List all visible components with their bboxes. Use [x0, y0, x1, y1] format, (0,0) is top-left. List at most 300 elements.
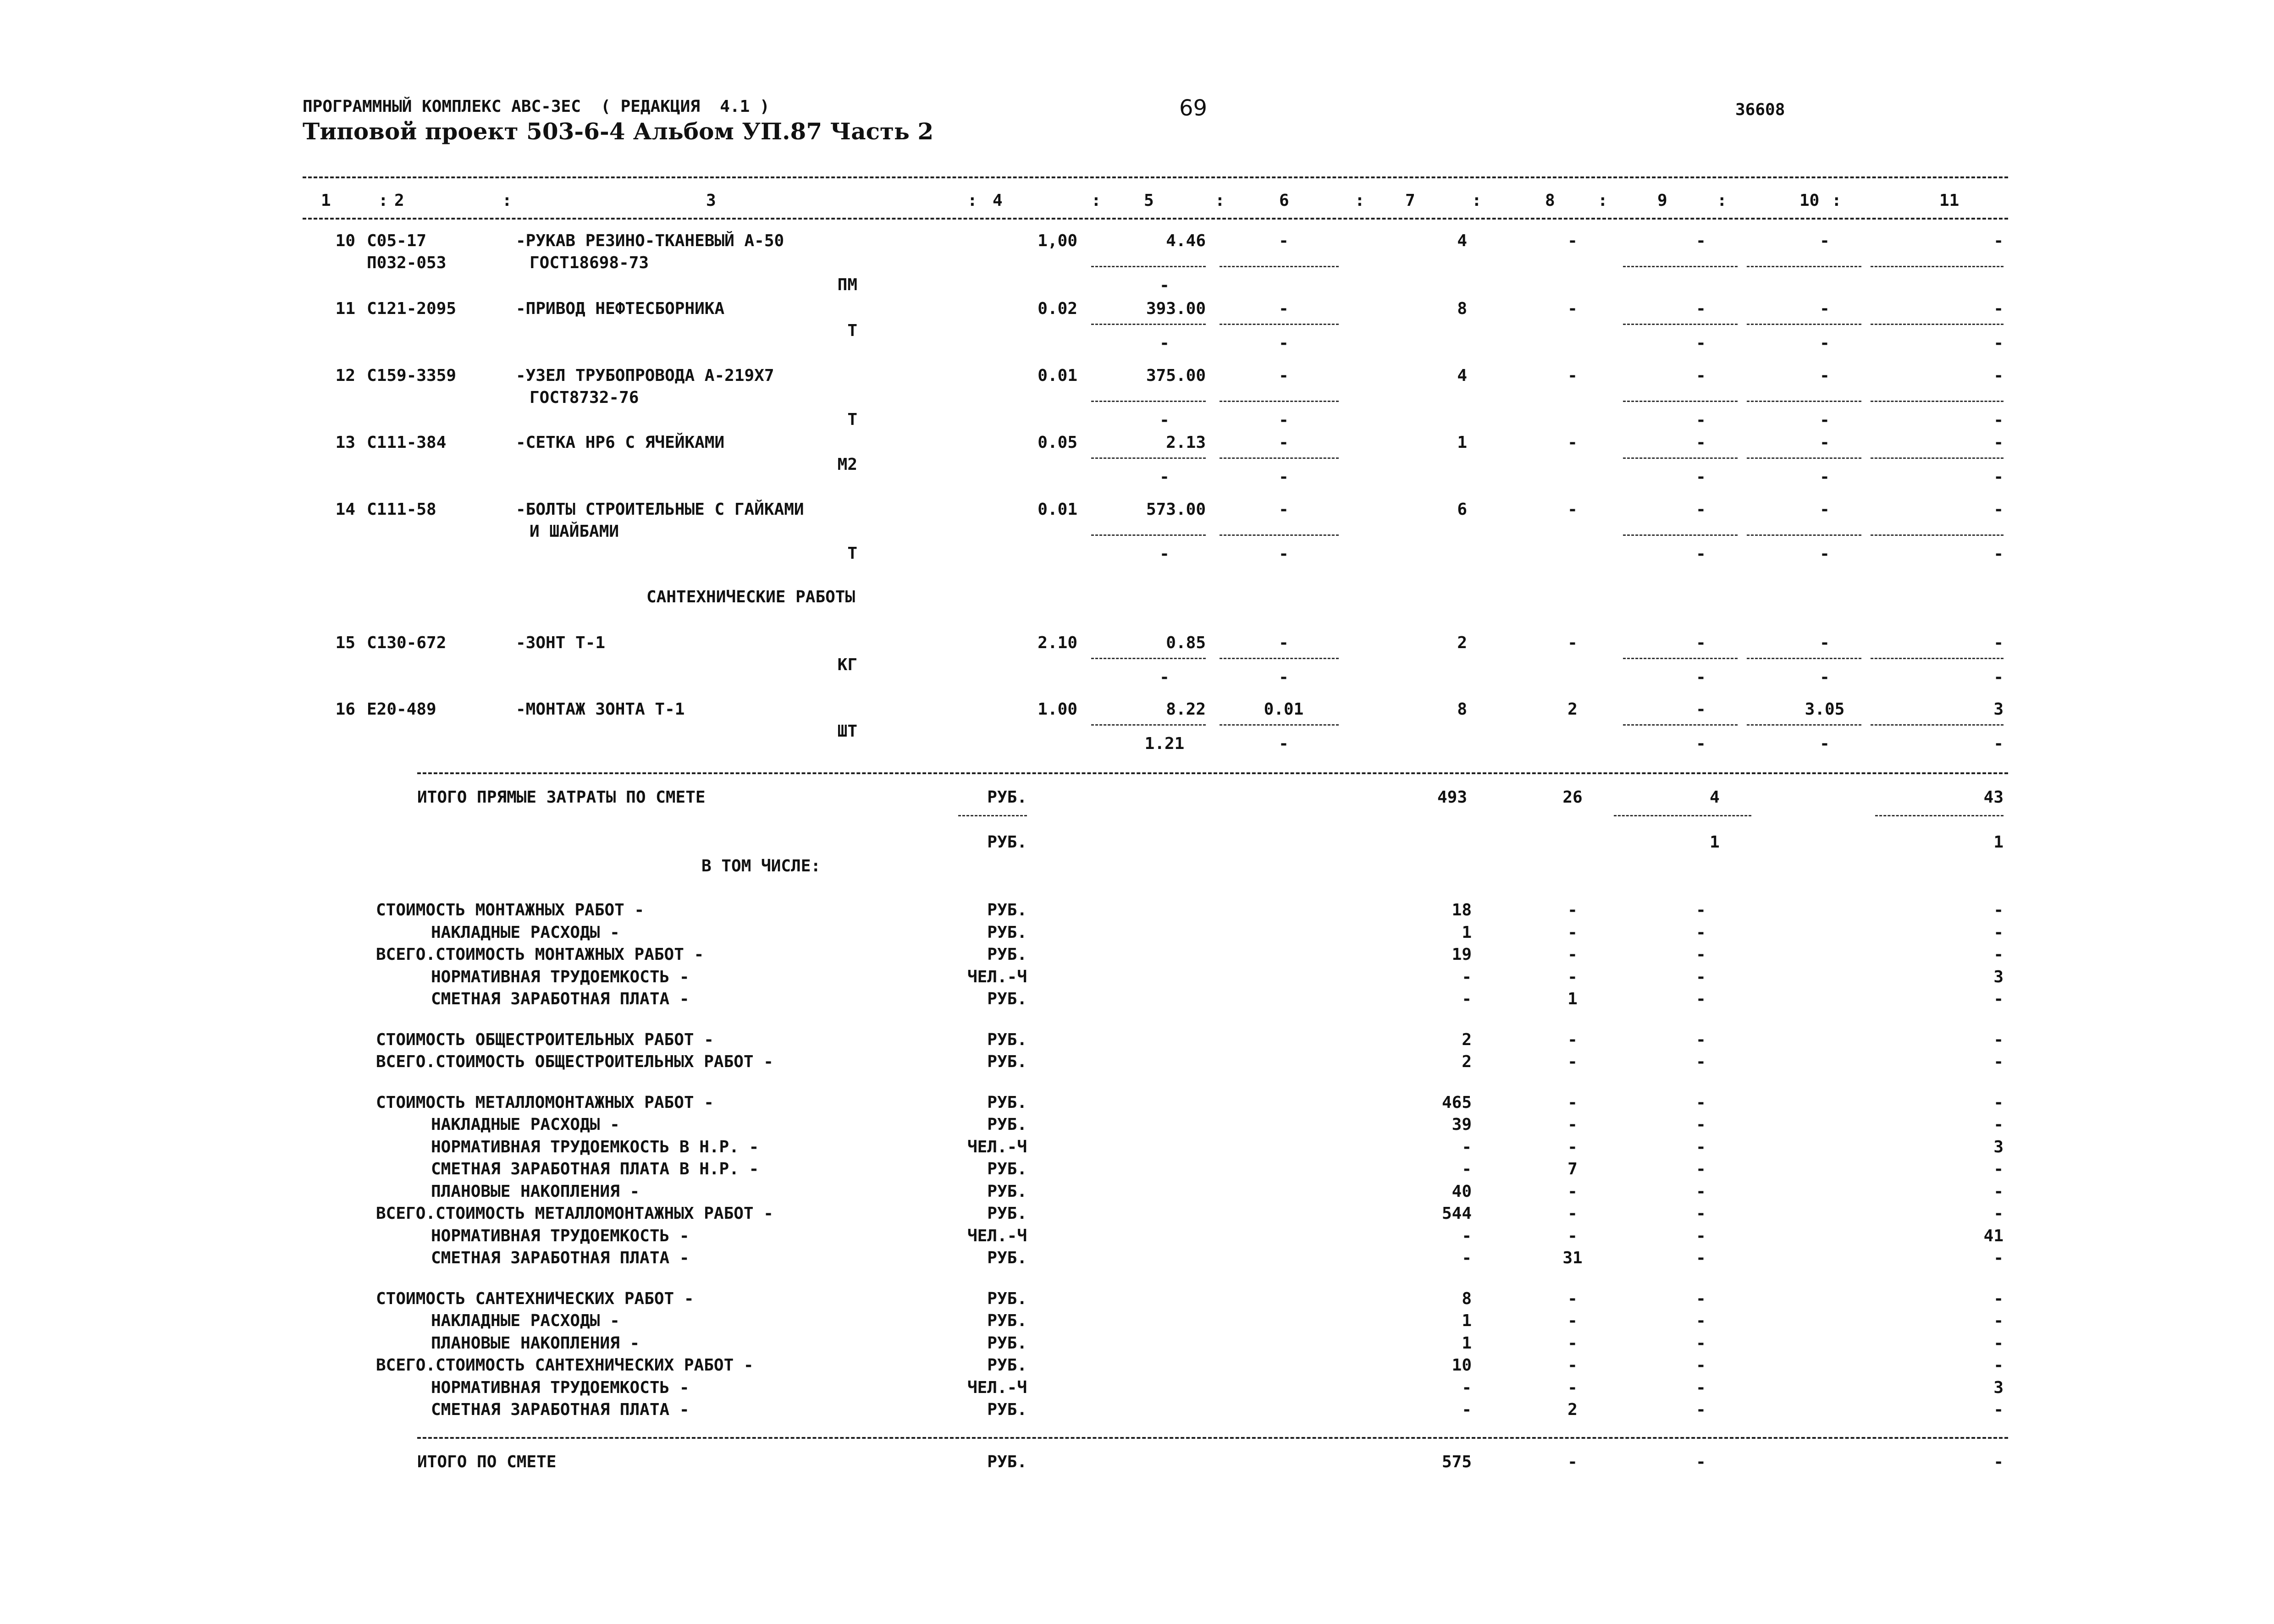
price-rule [1091, 457, 1206, 459]
item-col6: - [1279, 231, 1289, 250]
item-quantity: 0.01 [1038, 366, 1077, 385]
summary-unit: РУБ. [987, 1249, 1027, 1267]
summary-unit: РУБ. [987, 1400, 1027, 1419]
item-sub-col6: - [1279, 411, 1289, 429]
summary-col9: - [1696, 1378, 1706, 1397]
summary-unit: РУБ. [987, 1052, 1027, 1071]
column-separator: : [1717, 191, 1727, 210]
item-number: 15 [335, 633, 355, 652]
summary-col8: - [1568, 945, 1578, 964]
item-sub-price: 1.21 [1144, 734, 1185, 753]
summary-col11: - [1993, 1160, 2004, 1178]
summary-col11: - [1993, 1182, 2004, 1201]
summary-col11: - [1993, 1289, 2004, 1308]
item-sub-col10: - [1820, 411, 1830, 429]
item-col6: 0.01 [1264, 700, 1304, 719]
column-header-2: 2 [394, 191, 404, 210]
item-code: С111-58 [367, 500, 436, 519]
summary-col9: - [1696, 945, 1706, 964]
item-sub-col10: - [1820, 468, 1830, 486]
item-name: -БОЛТЫ СТРОИТЕЛЬНЫЕ С ГАЙКАМИ [516, 500, 804, 519]
summary-col11: - [1993, 923, 2004, 942]
summary-unit: ЧЕЛ.-Ч [967, 1226, 1027, 1245]
item-price: 573.00 [1146, 500, 1206, 519]
item-code: С121-2095 [367, 299, 457, 318]
item-sub-col11: - [1993, 734, 2004, 753]
summary-unit: РУБ. [987, 1311, 1027, 1330]
price-rule [1091, 324, 1206, 325]
item-col8: 2 [1568, 700, 1578, 719]
column-separator: : [1355, 191, 1365, 210]
summary-col8: - [1568, 1333, 1578, 1353]
item-price: 2.13 [1166, 433, 1206, 452]
column-header-9: 9 [1657, 191, 1667, 210]
col6-rule [1220, 724, 1339, 726]
item-col10: - [1820, 633, 1830, 652]
col10-rule [1747, 457, 1861, 459]
summary-unit: РУБ. [987, 945, 1027, 964]
summary-col8: - [1568, 923, 1578, 942]
item-sub-col9: - [1696, 468, 1706, 486]
item-sub-col9: - [1696, 545, 1706, 563]
summary-col9: - [1696, 1226, 1706, 1245]
price-rule [1091, 266, 1206, 267]
col10-rule [1747, 324, 1861, 325]
header-rule-top [303, 176, 2008, 178]
item-col7: 8 [1457, 299, 1467, 318]
summary-col7: 18 [1452, 901, 1472, 919]
summary-unit: РУБ. [987, 1093, 1027, 1112]
price-rule [1091, 534, 1206, 536]
summary-label: НАКЛАДНЫЕ РАСХОДЫ - [431, 1115, 620, 1134]
summary-col11: - [1993, 1400, 2004, 1419]
item-col11: - [1993, 500, 2004, 519]
summary-label: СТОИМОСТЬ ОБЩЕСТРОИТЕЛЬНЫХ РАБОТ - [376, 1030, 714, 1049]
summary-label: ПЛАНОВЫЕ НАКОПЛЕНИЯ - [431, 1333, 640, 1353]
col11-rule [1871, 724, 2004, 726]
col9-rule [1623, 401, 1738, 402]
summary-label: СМЕТНАЯ ЗАРАБОТНАЯ ПЛАТА В Н.Р. - [431, 1160, 759, 1178]
totals-col9: 4 [1710, 788, 1720, 807]
item-unit: КГ [837, 655, 857, 674]
item-quantity: 1.00 [1038, 700, 1077, 719]
item-unit: М2 [837, 455, 857, 474]
item-unit: Т [847, 410, 857, 429]
summary-label: НОРМАТИВНАЯ ТРУДОЕМКОСТЬ В Н.Р. - [431, 1137, 759, 1156]
summary-col7: 39 [1452, 1115, 1472, 1134]
summary-col8: - [1568, 1356, 1578, 1375]
item-quantity: 0.05 [1038, 433, 1077, 452]
item-name-line2: ГОСТ8732-76 [530, 388, 639, 407]
summary-label: НОРМАТИВНАЯ ТРУДОЕМКОСТЬ - [431, 1226, 690, 1245]
column-header-6: 6 [1279, 191, 1289, 210]
item-name-line2: И ШАЙБАМИ [530, 522, 619, 541]
item-code-secondary: П032-053 [367, 253, 447, 272]
final-total-label: ИТОГО ПО СМЕТЕ [417, 1453, 557, 1471]
summary-col9: - [1696, 1182, 1706, 1201]
item-col11: - [1993, 633, 2004, 652]
column-separator: : [1215, 191, 1225, 210]
item-sub-col6: - [1279, 468, 1289, 486]
summary-unit: РУБ. [987, 923, 1027, 942]
item-number: 12 [335, 366, 355, 385]
summary-col9: - [1696, 1356, 1706, 1375]
item-col6: - [1279, 366, 1289, 385]
summary-col11: 3 [1993, 1137, 2004, 1156]
item-quantity: 0.02 [1038, 299, 1077, 318]
summary-label: ВСЕГО.СТОИМОСТЬ САНТЕХНИЧЕСКИХ РАБОТ - [376, 1356, 754, 1375]
summary-col8: - [1568, 1378, 1578, 1397]
item-code: С159-3359 [367, 366, 457, 385]
summary-col8: 7 [1568, 1160, 1578, 1178]
item-col6: - [1279, 500, 1289, 519]
item-col8: - [1568, 231, 1578, 250]
item-col9: - [1696, 500, 1706, 519]
col9-rule [1623, 457, 1738, 459]
col11-rule [1871, 457, 2004, 459]
totals-unit-rule [958, 815, 1027, 816]
column-header-8: 8 [1545, 191, 1555, 210]
column-header-1: 1 [321, 191, 331, 210]
item-col9: - [1696, 700, 1706, 719]
summary-col8: - [1568, 1226, 1578, 1245]
item-sub-col6: - [1279, 734, 1289, 753]
item-name: -ЗОНТ Т-1 [516, 633, 606, 652]
item-sub-col9: - [1696, 334, 1706, 352]
summary-col11: - [1993, 1249, 2004, 1267]
summary-col11: 41 [1983, 1226, 2004, 1245]
totals-rule [417, 772, 2008, 774]
summary-col7: - [1462, 1226, 1472, 1245]
item-col9: - [1696, 433, 1706, 452]
col11-rule [1871, 266, 2004, 267]
item-name-line2: ГОСТ18698-73 [530, 253, 649, 272]
summary-col7: 40 [1452, 1182, 1472, 1201]
summary-unit: РУБ. [987, 1289, 1027, 1308]
item-col11: 3 [1993, 700, 2004, 719]
item-sub-price: - [1159, 411, 1170, 429]
column-separator: : [502, 191, 512, 210]
item-col7: 2 [1457, 633, 1467, 652]
summary-col8: - [1568, 1311, 1578, 1330]
summary-label: СТОИМОСТЬ САНТЕХНИЧЕСКИХ РАБОТ - [376, 1289, 694, 1308]
col6-rule [1220, 401, 1339, 402]
summary-col8: - [1568, 1289, 1578, 1308]
summary-col7: 1 [1462, 923, 1472, 942]
summary-unit: ЧЕЛ.-Ч [967, 1137, 1027, 1156]
item-col8: - [1568, 366, 1578, 385]
item-sub-col10: - [1820, 545, 1830, 563]
summary-label: ВСЕГО.СТОИМОСТЬ МОНТАЖНЫХ РАБОТ - [376, 945, 704, 964]
summary-label: СТОИМОСТЬ МОНТАЖНЫХ РАБОТ - [376, 901, 645, 919]
summary-col7: 465 [1441, 1093, 1472, 1112]
totals-unit: РУБ. [987, 788, 1027, 807]
item-sub-col6: - [1279, 668, 1289, 687]
item-name: -СЕТКА НР6 С ЯЧЕЙКАМИ [516, 433, 725, 452]
summary-col7: - [1462, 1137, 1472, 1156]
col10-rule [1747, 401, 1861, 402]
summary-col7: 10 [1452, 1356, 1472, 1375]
summary-unit: ЧЕЛ.-Ч [967, 967, 1027, 986]
summary-unit: РУБ. [987, 1030, 1027, 1049]
col10-rule [1747, 658, 1861, 659]
summary-unit: РУБ. [987, 1356, 1027, 1375]
item-price: 393.00 [1146, 299, 1206, 318]
summary-col9: - [1696, 901, 1706, 919]
item-price: 0.85 [1166, 633, 1206, 652]
summary-col7: 1 [1462, 1311, 1472, 1330]
section-heading-santech: САНТЕХНИЧЕСКИЕ РАБОТЫ [646, 588, 856, 606]
summary-col8: - [1568, 1115, 1578, 1134]
column-separator: : [378, 191, 388, 210]
price-rule [1091, 401, 1206, 402]
item-col7: 4 [1457, 366, 1467, 385]
col9-rule [1623, 724, 1738, 726]
summary-col7: 1 [1462, 1333, 1472, 1353]
summary-col11: 3 [1993, 967, 2004, 986]
item-name: -УЗЕЛ ТРУБОПРОВОДА А-219Х7 [516, 366, 774, 385]
item-code: С130-672 [367, 633, 447, 652]
final-rule [417, 1437, 2008, 1439]
col11-rule [1871, 534, 2004, 536]
column-header-7: 7 [1405, 191, 1415, 210]
item-col9: - [1696, 231, 1706, 250]
item-price: 8.22 [1166, 700, 1206, 719]
totals-unit-2: РУБ. [987, 833, 1027, 852]
item-sub-price: - [1159, 334, 1170, 352]
summary-col11: 3 [1993, 1378, 2004, 1397]
summary-col8: - [1568, 1030, 1578, 1049]
summary-col11: - [1993, 1356, 2004, 1375]
summary-col8: - [1568, 1137, 1578, 1156]
summary-col8: - [1568, 1182, 1578, 1201]
column-header-11: 11 [1939, 191, 1959, 210]
item-col10: 3.05 [1805, 700, 1845, 719]
summary-unit: РУБ. [987, 1182, 1027, 1201]
summary-col9: - [1696, 990, 1706, 1008]
col11-rule [1871, 658, 2004, 659]
item-name: -ПРИВОД НЕФТЕСБОРНИКА [516, 299, 725, 318]
item-sub-col11: - [1993, 334, 2004, 352]
summary-unit: РУБ. [987, 1333, 1027, 1353]
column-separator: : [967, 191, 977, 210]
summary-col9: - [1696, 1289, 1706, 1308]
item-sub-price: - [1159, 468, 1170, 486]
item-col7: 8 [1457, 700, 1467, 719]
final-total-col11: - [1993, 1453, 2004, 1471]
including-heading: В ТОМ ЧИСЛЕ: [701, 857, 821, 875]
item-code: С111-384 [367, 433, 447, 452]
totals-col7: 493 [1437, 788, 1467, 807]
totals-col9-2: 1 [1710, 833, 1720, 852]
item-quantity: 1,00 [1038, 231, 1077, 250]
item-col11: - [1993, 231, 2004, 250]
item-number: 16 [335, 700, 355, 719]
item-unit: ШТ [837, 722, 857, 741]
col10-rule [1747, 534, 1861, 536]
column-header-3: 3 [706, 191, 716, 210]
item-sub-col6: - [1279, 334, 1289, 352]
item-sub-col6: - [1279, 545, 1289, 563]
summary-col11: - [1993, 1052, 2004, 1071]
item-sub-col11: - [1993, 668, 2004, 687]
col6-rule [1220, 534, 1339, 536]
column-separator: : [1091, 191, 1101, 210]
item-number: 11 [335, 299, 355, 318]
item-sub-col9: - [1696, 668, 1706, 687]
summary-col11: - [1993, 945, 2004, 964]
program-header: ПРОГРАММНЫЙ КОМПЛЕКС АВС-3ЕС ( РЕДАКЦИЯ 4.1 ) [303, 97, 770, 116]
item-sub-col11: - [1993, 411, 2004, 429]
item-sub-price: - [1159, 276, 1170, 295]
item-sub-col10: - [1820, 734, 1830, 753]
summary-col9: - [1696, 1137, 1706, 1156]
item-sub-col10: - [1820, 668, 1830, 687]
summary-col9: - [1696, 967, 1706, 986]
final-total-col9: - [1696, 1453, 1706, 1471]
summary-label: СМЕТНАЯ ЗАРАБОТНАЯ ПЛАТА - [431, 1249, 690, 1267]
summary-unit: РУБ. [987, 901, 1027, 919]
item-sub-col9: - [1696, 411, 1706, 429]
page-number: 69 [1179, 95, 1208, 121]
item-unit: ПМ [837, 275, 857, 294]
summary-col8: - [1568, 1204, 1578, 1223]
summary-label: НОРМАТИВНАЯ ТРУДОЕМКОСТЬ - [431, 967, 690, 986]
summary-unit: РУБ. [987, 1115, 1027, 1134]
summary-col9: - [1696, 1093, 1706, 1112]
col9-rule [1623, 534, 1738, 536]
summary-col8: - [1568, 967, 1578, 986]
column-header-5: 5 [1144, 191, 1154, 210]
column-separator: : [1598, 191, 1608, 210]
column-header-10: 10 [1799, 191, 1820, 210]
item-col11: - [1993, 433, 2004, 452]
col11-rule [1871, 324, 2004, 325]
col10-rule [1747, 266, 1861, 267]
item-col10: - [1820, 366, 1830, 385]
item-quantity: 2.10 [1038, 633, 1077, 652]
item-code: С05-17 [367, 231, 427, 250]
summary-label: СТОИМОСТЬ МЕТАЛЛОМОНТАЖНЫХ РАБОТ - [376, 1093, 714, 1112]
item-col8: - [1568, 433, 1578, 452]
summary-col7: 8 [1462, 1289, 1472, 1308]
summary-col9: - [1696, 1052, 1706, 1071]
totals-col11-rule [1875, 815, 2004, 816]
summary-col11: - [1993, 1093, 2004, 1112]
item-name: -МОНТАЖ ЗОНТА Т-1 [516, 700, 685, 719]
summary-col11: - [1993, 901, 2004, 919]
final-total-unit: РУБ. [987, 1453, 1027, 1471]
final-total-col7: 575 [1441, 1453, 1472, 1471]
column-header-4: 4 [993, 191, 1003, 210]
item-unit: Т [847, 544, 857, 563]
item-price: 375.00 [1146, 366, 1206, 385]
summary-label: НАКЛАДНЫЕ РАСХОДЫ - [431, 923, 620, 942]
summary-col7: - [1462, 1400, 1472, 1419]
item-col6: - [1279, 633, 1289, 652]
item-col10: - [1820, 500, 1830, 519]
totals-col9-rule [1614, 815, 1751, 816]
item-col8: - [1568, 500, 1578, 519]
totals-col11-2: 1 [1993, 833, 2004, 852]
totals-label: ИТОГО ПРЯМЫЕ ЗАТРАТЫ ПО СМЕТЕ [417, 788, 706, 807]
summary-col8: 31 [1562, 1249, 1583, 1267]
summary-unit: РУБ. [987, 990, 1027, 1008]
summary-col8: - [1568, 1052, 1578, 1071]
col6-rule [1220, 457, 1339, 459]
item-col7: 6 [1457, 500, 1467, 519]
summary-col7: - [1462, 1160, 1472, 1178]
col11-rule [1871, 401, 2004, 402]
summary-col7: - [1462, 1249, 1472, 1267]
summary-col7: 2 [1462, 1030, 1472, 1049]
summary-col9: - [1696, 923, 1706, 942]
summary-unit: РУБ. [987, 1160, 1027, 1178]
totals-col8: 26 [1562, 788, 1583, 807]
item-col9: - [1696, 633, 1706, 652]
summary-unit: РУБ. [987, 1204, 1027, 1223]
item-sub-col9: - [1696, 734, 1706, 753]
summary-col9: - [1696, 1333, 1706, 1353]
item-number: 14 [335, 500, 355, 519]
summary-col8: - [1568, 901, 1578, 919]
item-col8: - [1568, 299, 1578, 318]
header-rule-bottom [303, 218, 2008, 220]
summary-col9: - [1696, 1249, 1706, 1267]
summary-col8: 2 [1568, 1400, 1578, 1419]
summary-col11: - [1993, 990, 2004, 1008]
summary-col7: - [1462, 990, 1472, 1008]
item-col11: - [1993, 366, 2004, 385]
item-sub-price: - [1159, 545, 1170, 563]
item-col9: - [1696, 299, 1706, 318]
col10-rule [1747, 724, 1861, 726]
item-sub-col10: - [1820, 334, 1830, 352]
summary-col9: - [1696, 1115, 1706, 1134]
summary-col8: 1 [1568, 990, 1578, 1008]
summary-col7: - [1462, 1378, 1472, 1397]
document-number: 36608 [1735, 100, 1785, 119]
col9-rule [1623, 658, 1738, 659]
summary-col11: - [1993, 1030, 2004, 1049]
item-price: 4.46 [1166, 231, 1206, 250]
summary-label: ВСЕГО.СТОИМОСТЬ ОБЩЕСТРОИТЕЛЬНЫХ РАБОТ - [376, 1052, 773, 1071]
price-rule [1091, 724, 1206, 726]
summary-label: НАКЛАДНЫЕ РАСХОДЫ - [431, 1311, 620, 1330]
item-quantity: 0.01 [1038, 500, 1077, 519]
item-col7: 4 [1457, 231, 1467, 250]
summary-col11: - [1993, 1115, 2004, 1134]
summary-label: СМЕТНАЯ ЗАРАБОТНАЯ ПЛАТА - [431, 990, 690, 1008]
column-separator: : [1472, 191, 1482, 210]
item-col9: - [1696, 366, 1706, 385]
item-col10: - [1820, 231, 1830, 250]
summary-col7: 2 [1462, 1052, 1472, 1071]
item-col6: - [1279, 433, 1289, 452]
item-number: 13 [335, 433, 355, 452]
item-number: 10 [335, 231, 355, 250]
item-col10: - [1820, 433, 1830, 452]
summary-label: СМЕТНАЯ ЗАРАБОТНАЯ ПЛАТА - [431, 1400, 690, 1419]
col6-rule [1220, 324, 1339, 325]
summary-label: ПЛАНОВЫЕ НАКОПЛЕНИЯ - [431, 1182, 640, 1201]
price-rule [1091, 658, 1206, 659]
summary-col8: - [1568, 1093, 1578, 1112]
summary-col9: - [1696, 1030, 1706, 1049]
item-col10: - [1820, 299, 1830, 318]
summary-col9: - [1696, 1311, 1706, 1330]
item-name: -РУКАВ РЕЗИНО-ТКАНЕВЫЙ А-50 [516, 231, 784, 250]
